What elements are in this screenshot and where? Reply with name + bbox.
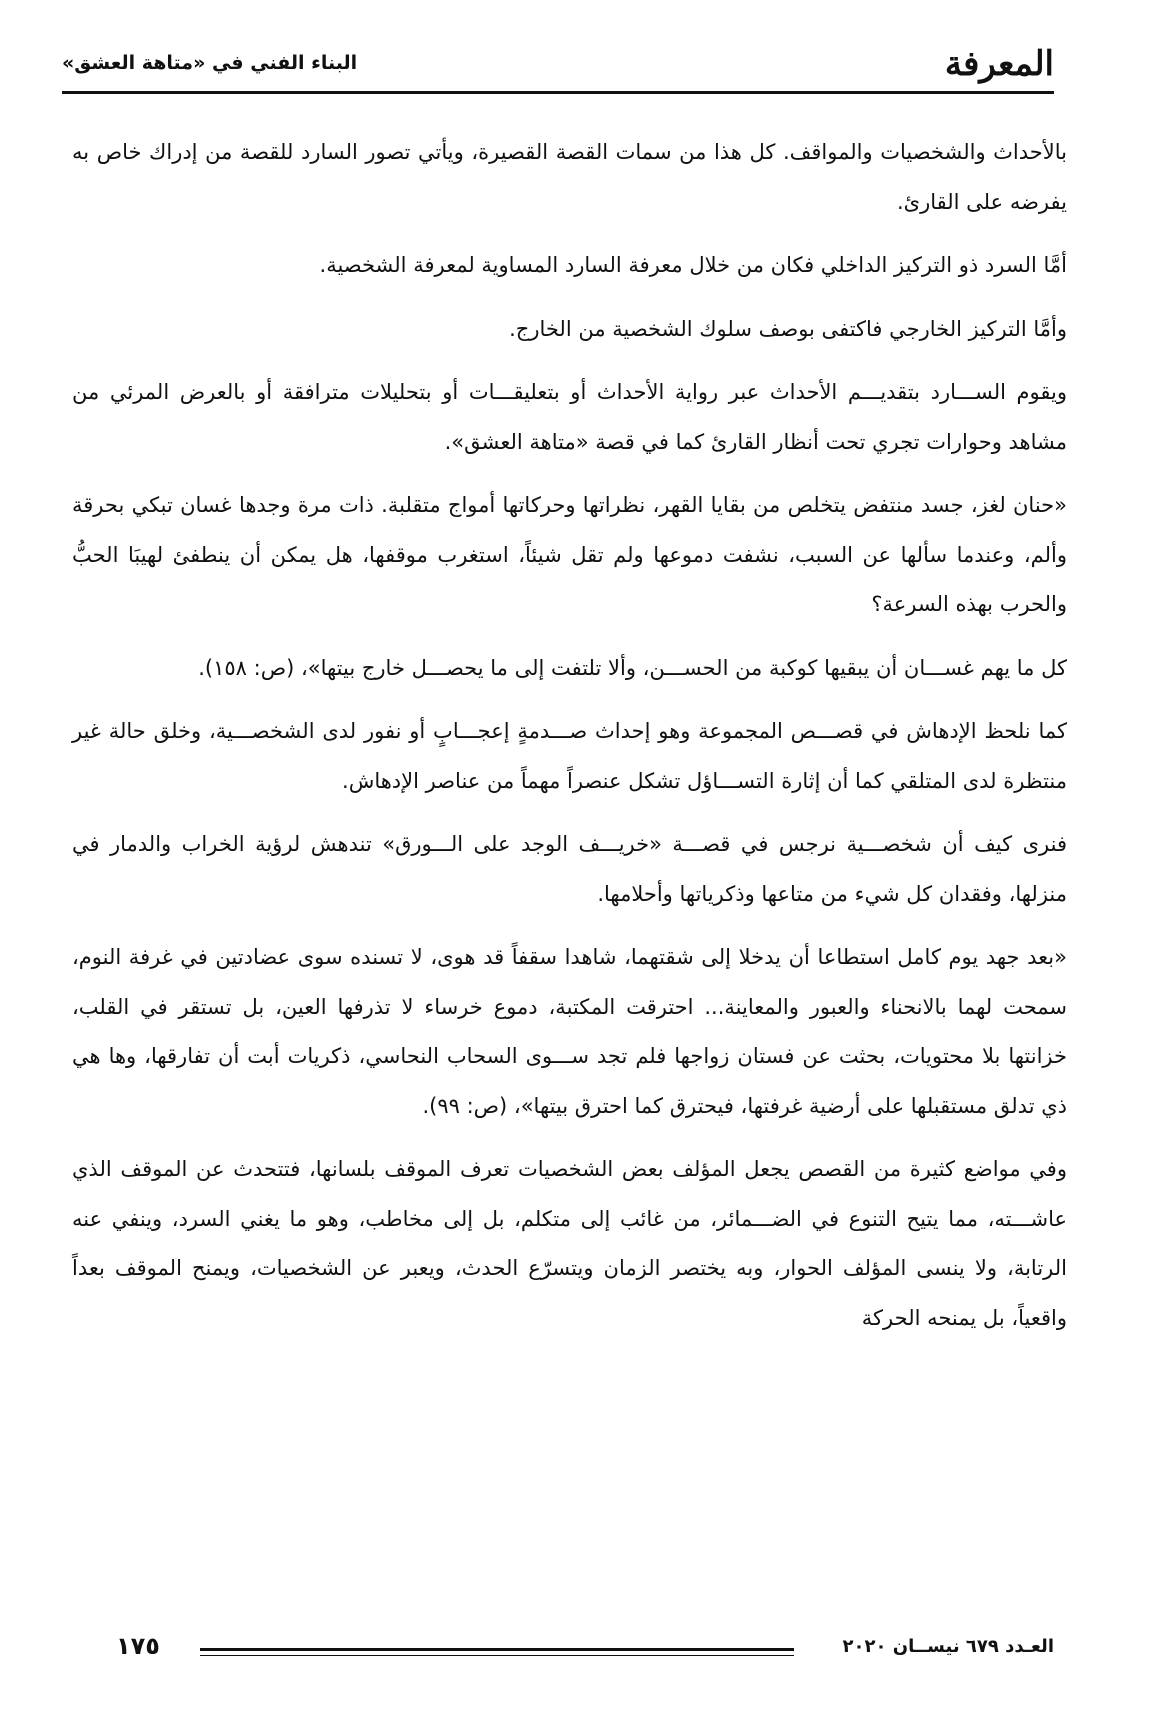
page-number: ١٧٥	[116, 1632, 160, 1660]
running-title: البناء الفني في «متاهة العشق»	[62, 52, 358, 74]
footer-rule-thin	[200, 1655, 794, 1656]
body-text	[72, 128, 1067, 1357]
footer-rule	[200, 1648, 794, 1651]
paragraph: ويقوم الســـارد بتقديـــم الأحداث عبر رواية الأحداث أو بتعليقـــات أو بتحليلات مترافقة أو بالعرض المرئي من مشاهد وحوارات تجري تحت أنظار القارئ كما في قصة «متاهة العشق».	[72, 380, 1067, 454]
magazine-logo: المعرفة	[944, 44, 1054, 84]
header-rule	[62, 91, 1054, 94]
quote-paragraph: كل ما يهم غســـان أن يبقيها كوكبة من الحســـن، وألا تلتفت إلى ما يحصـــل خارج بيتها»، (ص: ١٥٨).	[198, 655, 1067, 680]
paragraph: كما نلحظ الإدهاش في قصـــص المجموعة وهو إحداث صـــدمةٍ إعجـــابٍ أو نفور لدى الشخصـــية، وخلق حالة غير منتظرة لدى المتلقي كما أن إثارة التســـاؤل تشكل عنصراً مهماً من عناصر الإدهاش.	[72, 719, 1067, 793]
issue-label: العـدد ٦٧٩ نيســان ٢٠٢٠	[842, 1636, 1054, 1657]
paragraph: وفي مواضع كثيرة من القصص يجعل المؤلف بعض الشخصيات تعرف الموقف بلسانها، فتتحدث عن الموقف الذي عاشـــته، مما يتيح التنوع في الضـــمائر، من غائب إلى متكلم، بل إلى مخاطب، وهو ما يغني السرد، وينفي عنه الرتابة، ولا ينسى المؤلف الحوار، وبه يختصر الزمان ويتسرّع الحدث، ويعبر عن الشخصيات، ويمنح الموقف بعداً واقعياً، بل يمنحه الحركة	[72, 1157, 1067, 1330]
paragraph: وأمَّا التركيز الخارجي فاكتفى بوصف سلوك الشخصية من الخارج.	[509, 316, 1067, 341]
paragraph: فنرى كيف أن شخصـــية نرجس في قصـــة «خريـــف الوجد على الـــورق» تندهش لرؤية الخراب والدمار في منزلها، وفقدان كل شيء من متاعها وذكرياتها وأحلامها.	[72, 832, 1067, 906]
page-footer	[116, 1632, 1054, 1676]
paragraph: بالأحداث والشخصيات والمواقف. كل هذا من سمات القصة القصيرة، ويأتي تصور السارد للقصة من إدراك خاص به يفرضه على القارئ.	[72, 140, 1067, 214]
paragraph: أمَّا السرد ذو التركيز الداخلي فكان من خلال معرفة السارد المساوية لمعرفة الشخصية.	[319, 253, 1067, 277]
quote-paragraph: «بعد جهد يوم كامل استطاعا أن يدخلا إلى شقتهما، شاهدا سقفاً قد هوى، لا تسنده سوى عضادتين في غرفة النوم، سمحت لهما بالانحناء والعبور والمعاينة... احترقت المكتبة، دموع خرساء لا تذرفها العين، بل تستقر في القلب، خزانتها بلا محتويات، بحثت عن فستان زواجها فلم تجد ســـوى السحاب النحاسي، ذكريات أبت أن تفارقها، وها هي ذي تدلق مستقبلها على أرضية غرفتها، فيحترق كما احترق بيتها»، (ص: ٩٩).	[72, 945, 1067, 1118]
page-header	[62, 38, 1054, 94]
quote-paragraph: «حنان لغز، جسد منتفض يتخلص من بقايا القهر، نظراتها وحركاتها أمواج متقلبة. ذات مرة وجدها غسان تبكي بحرقة وألم، وعندما سألها عن السبب، نشفت دموعها ولم تقل شيئاً، استغرب موقفها، هل يمكن أن ينطفئ لهيبَا الحبُّ والحرب بهذه السرعة؟	[72, 493, 1067, 616]
